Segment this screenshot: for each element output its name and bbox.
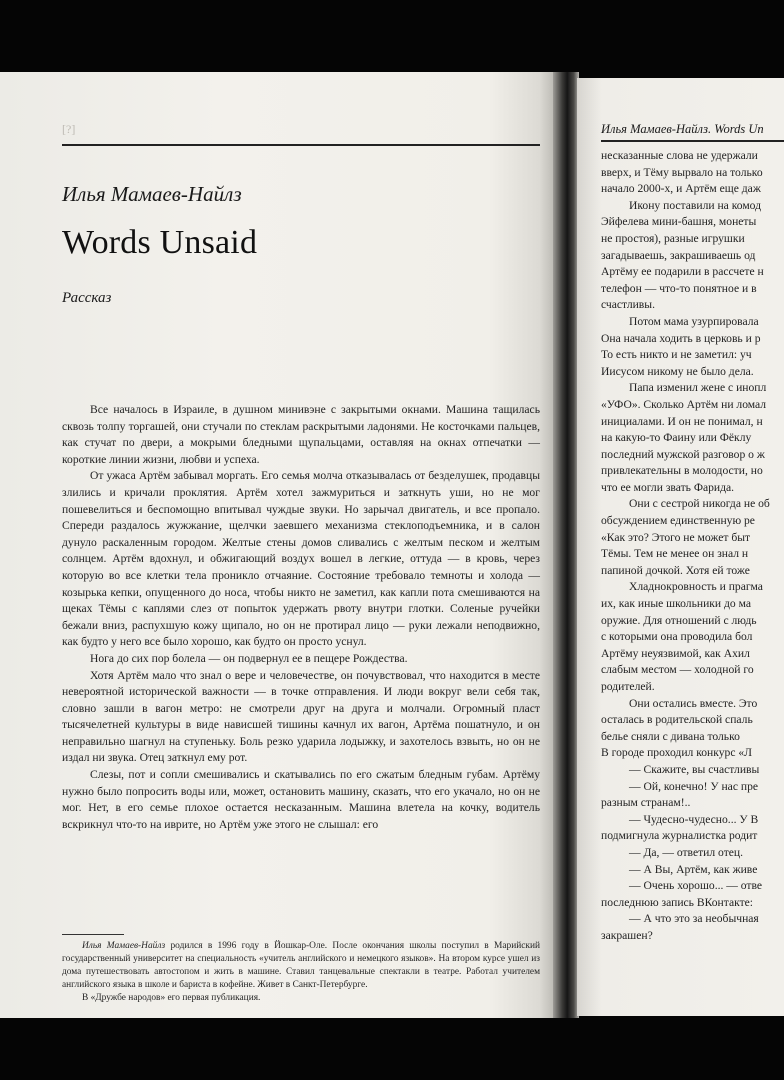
right-page-line: оружие. Для отношений с людь — [601, 613, 757, 627]
right-page-line: — Очень хорошо... — отве — [629, 879, 763, 893]
right-page-line: загадываешь, закрашиваешь од — [601, 248, 756, 262]
right-page-line: последнюю запись ВКонтакте: — [601, 895, 754, 909]
genre-label: Рассказ — [62, 290, 112, 306]
story-title: Words Unsaid — [62, 224, 258, 261]
right-running-head: Илья Мамаев-Найлз. Words Un — [601, 122, 764, 136]
right-page-line: — Да, — ответил отец. — [629, 845, 744, 859]
right-page-line: Они с сестрой никогда не об — [629, 497, 770, 511]
right-page-line: несказанные слова не удержали — [601, 149, 758, 162]
right-page-line: разным странам!.. — [601, 796, 691, 810]
right-page-line: слабым местом — холодной го — [601, 663, 754, 677]
right-page-line: — А что это за необычная — [629, 912, 759, 926]
right-page-line: начало 2000-х, и Артём еще даж — [601, 182, 761, 196]
right-page-line: Артёму неуязвимой, как Ахил — [601, 646, 750, 660]
paragraph: От ужаса Артём забывал моргать. Его семья молча отказывалась от безделушек, продавцы злились и кричали проклятия. Артём хотел зажмуриться и заткнуть уши, но не мог пошевелиться и беспомощно впитывал чуждые звуки. Но зарычал двигатель, и все пропало. Спереди раздалось жужжание, щелчки заевшего механизма стеклоподъемника, и в салон дунуло раскаленным городом. Желтые стены домов сливались с желтым песком и желтым солнцем. Артём вдохнул, и обжигающий воздух вошел в легкие, оттуда — в кровь, через которую во все клетки тела проникло отчаяние. Состояние требовало темноты и холода — козырька кепки, опущенного до носа, чтобы никто не заметил, как капли пота смешиваются на щеках Тёмы с каплями слез от попыток удержать рвоту внутри глотки. Соленые ручейки бежали вниз, распухшую кожу щипало, но он не протирал лицо — руки лежали неподвижно, как будто у него все было хорошо, как будто он просто уснул. — [62, 469, 540, 649]
right-page-line: В городе проходил конкурс «Л — [601, 746, 753, 760]
paragraph: Слезы, пот и сопли смешивались и скатывались по его сжатым бледным губам. Артёму нужно было попросить воды или, может, остановить машину, сказать, что его укачало, но он не мог. Нет, в его семье плохое остается несказанным. Машина влетела на кочку, водитель вскрикнул что-то на иврите, но Артём уже этого не слышал: его — [62, 768, 540, 831]
right-page-line: — А Вы, Артём, как живе — [629, 862, 758, 876]
right-page-line: Икону поставили на комод — [629, 198, 762, 212]
book-gutter — [553, 72, 579, 1018]
right-page-line: их, как иные школьники до ма — [601, 597, 752, 611]
right-page-line: подмигнула журналистка родит — [601, 829, 758, 843]
right-page-line: «УФО». Сколько Артём ни ломал — [601, 397, 767, 411]
paragraph: Нога до сих пор болела — он подвернул ее в пещере Рождества. — [90, 651, 408, 665]
right-page-line: Иисусом никому не было дела. — [601, 364, 754, 378]
right-page-line: что ее могли звать Фарида. — [601, 480, 735, 494]
right-page-line: привлекательны в молодости, но — [601, 464, 763, 478]
footnote-publication-note: В «Дружбе народов» его первая публикация. — [82, 993, 261, 1003]
right-header-rule — [601, 140, 784, 142]
right-page-line: Хладнокровность и прагма — [629, 580, 763, 594]
right-page-line: белье сняли с дивана только — [601, 729, 740, 743]
right-page-line: Эйфелева мини-башня, монеты — [601, 215, 757, 229]
paragraph: Все началось в Израиле, в душном минивэне с закрытыми окнами. Машина тащилась сквозь толпу торгашей, они стучали по стеклам раскрытыми ладонями. Не косточками пальцев, как стучат по двери, а мокрыми бледными щупальцами, оставляя на окнах отпечатки — короткие линии жизни, любви и успеха. — [62, 403, 540, 466]
right-page-line: последний мужской разговор о ж — [601, 447, 765, 461]
header-rule — [62, 144, 540, 146]
right-page-line: с которыми она проводила бол — [601, 630, 753, 644]
paragraph: Хотя Артём мало что знал о вере и человечестве, он почувствовал, что находится в месте невероятной исторической важности — в точке отправления. И люди вокруг вели себя так, словно зашли в вагон метро: не смотрели друг на друга и молчали. Огромный пласт тысячелетней культуры в виде нависшей тишины качнул их вагон, Артёма пошатнуло, и он неправильно шагнул на ступеньку. Боль резко ударила лодыжку, и захотелось взвыть, но он не издал ни звука. Отец заткнул ему рот. — [62, 668, 540, 765]
right-page-line: — Ой, конечно! У нас пре — [629, 779, 759, 793]
right-page-line: Артёму ее подарили в рассчете н — [601, 265, 764, 279]
right-page-line: — Чудесно-чудесно... У В — [629, 812, 759, 826]
right-page-line: телефон — что-то понятное и в — [601, 281, 757, 295]
right-page-line: закрашен? — [601, 928, 653, 942]
footnote-bio — [62, 940, 540, 992]
author-footnote — [62, 940, 540, 1005]
right-page-line: «Как это? Этого не может быт — [601, 530, 751, 544]
right-page-line: инициалами. И он не понимал, н — [601, 414, 763, 428]
right-page-line: — Скажите, вы счастливы — [629, 762, 760, 776]
right-page-line: папиной дочкой. Хотя ей тоже — [601, 563, 750, 577]
right-page-line: вверх, и Тёму вырвало на только — [601, 165, 763, 179]
author-name: Илья Мамаев-Найлз — [62, 182, 242, 206]
right-page-line: Папа изменил жене с инопл — [629, 381, 767, 395]
footnote-bio-text: родился в 1996 году в Йошкар-Оле. После окончания школы поступил в Марийский государственный университет на специальность «учитель английского и немецкого языков». На втором курсе ушел из дома путешествовать автостопом и жить в машине. Ставил танцевальные спектакли в театре. Работал учителем английского языка в школе и бариста в кофейне. Живет в Санкт-Петербурге. — [62, 941, 540, 990]
right-page-body — [601, 148, 784, 945]
right-page-line: Она начала ходить в церковь и р — [601, 331, 761, 345]
right-page-line: на какую-то Фаину или Фёклу — [601, 431, 752, 445]
right-page-line: счастливы. — [601, 298, 655, 312]
right-page-line: родителей. — [601, 680, 655, 693]
right-page-line: осталась в родительской спаль — [601, 713, 753, 727]
right-page — [577, 78, 784, 1016]
left-running-head: [?] — [62, 122, 76, 136]
right-page-line: обсуждением единственную ре — [601, 514, 755, 528]
right-page-line: Тёмы. Тем не менее он знал н — [601, 547, 749, 561]
right-page-line: Они остались вместе. Это — [629, 696, 758, 710]
footnote-author-name: Илья Мамаев-Найлз — [82, 941, 166, 951]
right-page-line: не простоя), разные игрушки — [601, 231, 745, 245]
story-body — [62, 402, 540, 833]
footnote-rule — [62, 934, 124, 935]
left-page — [0, 72, 556, 1018]
right-page-line: То есть никто и не заметил: уч — [601, 348, 752, 362]
right-page-line: Потом мама узурпировала — [629, 314, 759, 328]
